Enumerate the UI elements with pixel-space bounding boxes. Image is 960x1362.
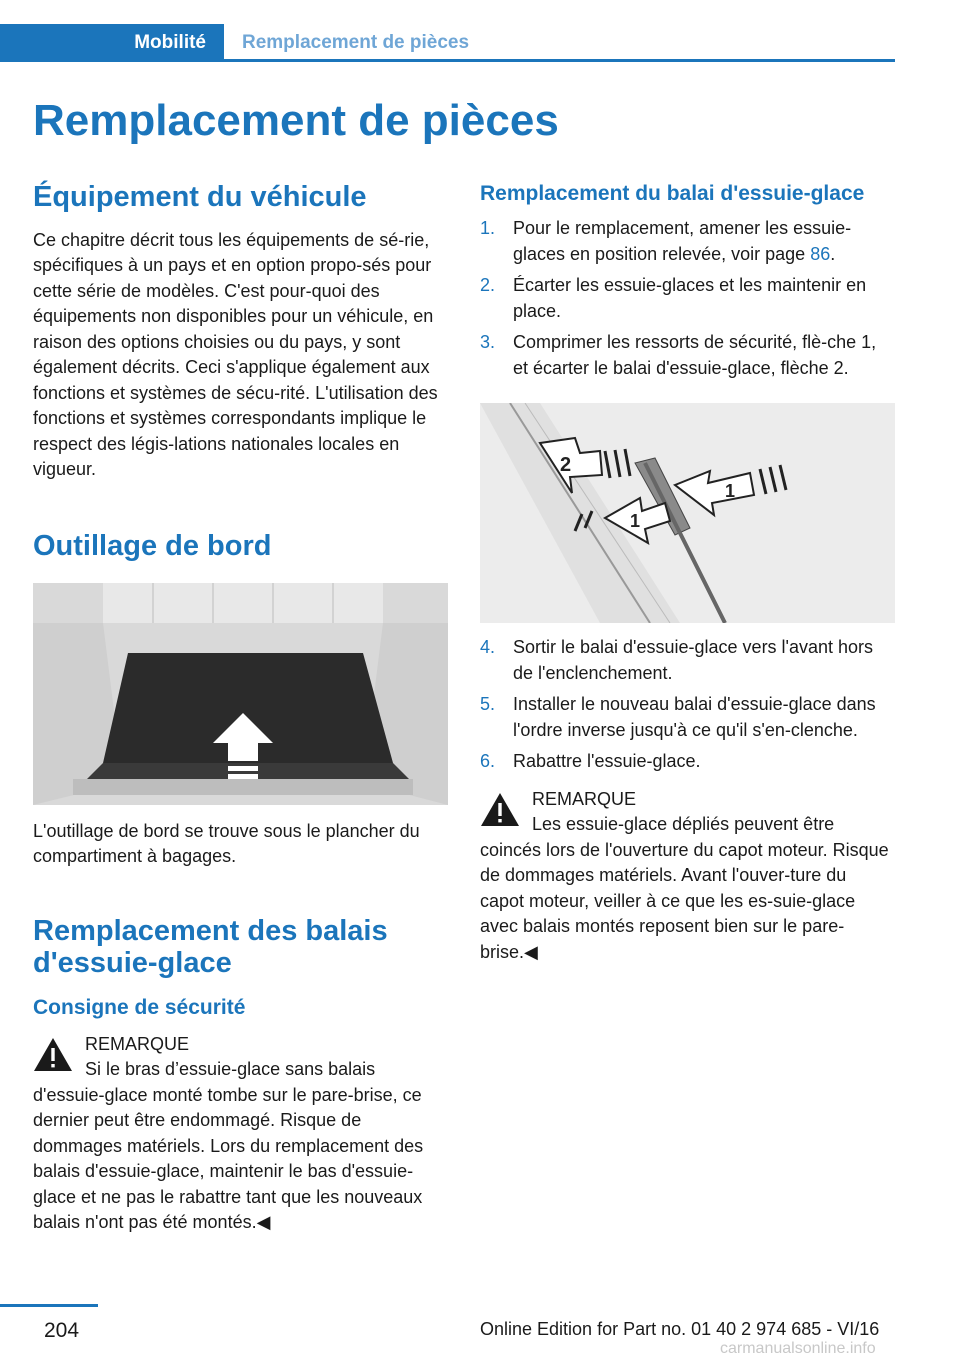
equipment-heading: Équipement du véhicule bbox=[33, 181, 367, 213]
steps-list-a bbox=[480, 216, 895, 381]
toolkit-heading: Outillage de bord bbox=[33, 529, 272, 562]
arrow-label-2: 2 bbox=[560, 454, 572, 477]
equipment-text: Ce chapitre décrit tous les équipements de sé-rie, spécifiques à un pays et en option propo-sés pour cette série de modèles. C'est pour-quoi des équipements non disponibles pour un véhicule, en raison des options choisies ou du pays, y sont également décrits. Ceci s'applique également aux fonctions et systèmes de sécu-rité. L'utilisation des fonctions et systèmes correspondants implique le respect des légis-lations nationales locales en vigueur. bbox=[33, 229, 438, 480]
arrow-label-1b: 1 bbox=[725, 481, 736, 502]
warning-rest: coincés lors de l'ouverture du capot moteur. Risque de dommages matériels. Avant l'ouver-ture du capot moteur, veiller à ce que les es-suie-glace avec balais montés reposent bien sur le pare-brise.◀ bbox=[480, 839, 889, 962]
warning-triangle-icon bbox=[33, 1036, 73, 1072]
header-rule bbox=[224, 59, 895, 62]
step-number: 5. bbox=[480, 694, 496, 715]
warning-label: REMARQUE bbox=[532, 788, 637, 809]
warning-first-line: Si le bras d’essuie-glace sans balais bbox=[85, 1059, 376, 1080]
warning-box bbox=[480, 787, 895, 966]
page-link[interactable]: 86 bbox=[810, 243, 831, 264]
toolkit-text: L'outillage de bord se trouve sous le plancher du compartiment à bagages. bbox=[33, 820, 420, 867]
trunk-illustration bbox=[33, 583, 448, 805]
watermark: carmanualsonline.info bbox=[720, 1340, 876, 1357]
step-item bbox=[480, 635, 895, 686]
step-number: 1. bbox=[480, 218, 496, 239]
warning-text bbox=[33, 1057, 448, 1236]
warning-text bbox=[480, 812, 895, 965]
right-column bbox=[480, 182, 895, 965]
step-number: 4. bbox=[480, 637, 496, 658]
footer-rule bbox=[0, 1304, 98, 1307]
safety-heading: Consigne de sécurité bbox=[33, 995, 246, 1019]
step-text: Installer le nouveau balai d'essuie-glace dans l'ordre inverse jusqu'à ce qu'il s'en-clenche. bbox=[513, 694, 876, 740]
warning-triangle-icon bbox=[480, 791, 520, 827]
steps-list-b bbox=[480, 635, 895, 775]
left-column bbox=[33, 182, 448, 1236]
step-text: Comprimer les ressorts de sécurité, flè-che 1, et écarter le balai d'essuie-glace, flèche 2. bbox=[513, 332, 877, 378]
step-number: 3. bbox=[480, 332, 496, 353]
warning-first-line: Les essuie-glace dépliés peuvent être bbox=[532, 814, 835, 835]
step-item bbox=[480, 330, 895, 381]
step-text: Rabattre l'essuie-glace. bbox=[513, 751, 701, 772]
step-text-after: . bbox=[830, 243, 836, 264]
wiper-figure bbox=[480, 403, 895, 623]
step-number: 2. bbox=[480, 275, 496, 296]
section-label: Mobilité bbox=[134, 32, 206, 53]
subsection-tab[interactable]: Remplacement de pièces bbox=[242, 32, 470, 53]
section-tab[interactable] bbox=[0, 24, 224, 62]
trunk-figure bbox=[33, 583, 448, 805]
edition-text: Online Edition for Part no. 01 40 2 974 685 - VI/16 bbox=[480, 1319, 880, 1339]
arrow-label-1a: 1 bbox=[630, 511, 641, 532]
step-text: Écarter les essuie-glaces et les maintenir en place. bbox=[513, 275, 867, 321]
blade-heading: Remplacement du balai d'essuie-glace bbox=[480, 182, 865, 205]
warning-box bbox=[33, 1032, 448, 1236]
step-text: Sortir le balai d'essuie-glace vers l'avant hors de l'enclenchement. bbox=[513, 637, 874, 683]
step-text: Pour le remplacement, amener les essuie-glaces en position relevée, voir page bbox=[513, 218, 852, 264]
step-item bbox=[480, 216, 895, 267]
page-header bbox=[0, 24, 895, 62]
warning-label: REMARQUE bbox=[85, 1033, 190, 1054]
step-item bbox=[480, 273, 895, 324]
warning-rest: d'essuie-glace monté tombe sur le pare-brise, ce dernier peut être endommagé. Risque de dommages matériels. Lors du remplacement des balais d'essuie-glace, maintenir le bas d'essuie-glace et ne pas le rabattre tant que les nouveaux balais n'ont pas été montés.◀ bbox=[33, 1084, 424, 1233]
wiper-illustration bbox=[480, 403, 895, 623]
step-item bbox=[480, 692, 895, 743]
wipers-heading: Remplacement des balais d'essuie-glace bbox=[33, 914, 388, 979]
step-item bbox=[480, 749, 895, 775]
step-number: 6. bbox=[480, 751, 496, 772]
page-title: Remplacement de pièces bbox=[33, 96, 559, 145]
page-number: 204 bbox=[44, 1319, 80, 1342]
